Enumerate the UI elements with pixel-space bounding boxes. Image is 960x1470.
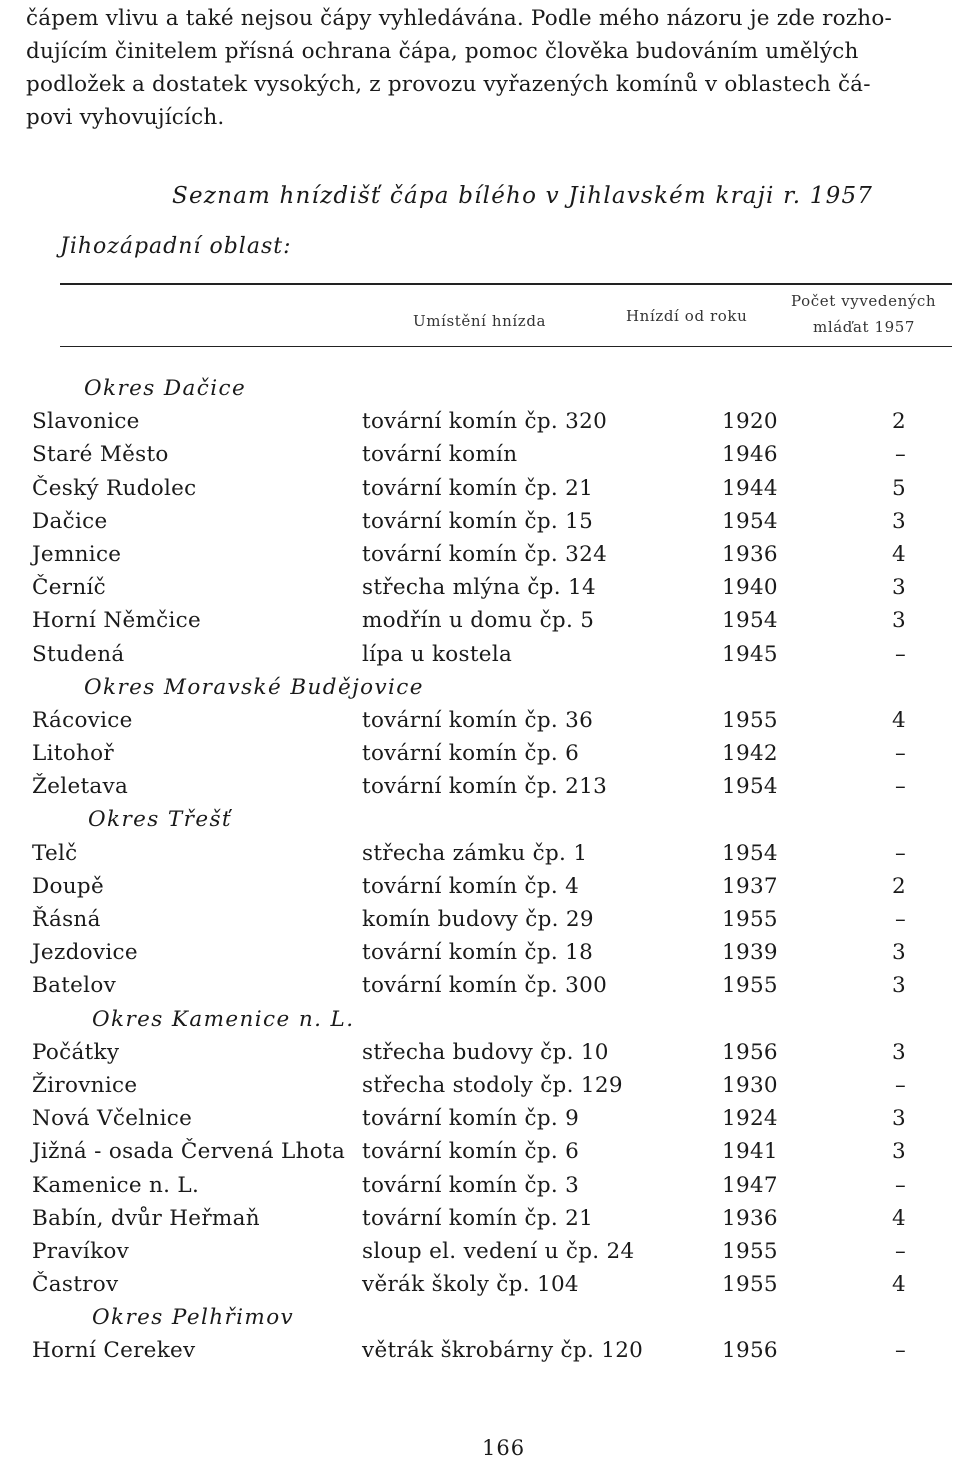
nesting-since-year: 1954 [722,508,778,534]
table-top-rule [60,283,952,285]
table-row [0,967,960,1000]
young-count: 4 [892,541,906,567]
table-row [0,702,960,735]
young-count: 4 [892,1272,906,1298]
place-name: Rácovice [32,707,133,733]
young-count: 3 [892,508,906,534]
table-row [0,934,960,967]
nesting-since-year: 1944 [722,475,778,501]
nest-location: věrák školy čp. 104 [362,1272,579,1298]
place-name: Litohoř [32,741,114,767]
nest-location: tovární komín čp. 9 [362,1106,580,1132]
nesting-since-year: 1954 [722,774,778,800]
nesting-since-year: 1941 [722,1139,778,1165]
nest-location: modřín u domu čp. 5 [362,608,595,634]
young-count: – [894,1338,906,1364]
nest-location: střecha mlýna čp. 14 [362,575,596,601]
place-name: Nová Včelnice [32,1106,193,1132]
header-young-line2: mláďat 1957 [813,318,916,336]
table-row [0,1200,960,1233]
intro-line: dujícím činitelem přísná ochrana čápa, pomoc člověka budováním umělých [26,39,859,64]
place-name: Horní Cerekev [32,1338,196,1364]
nest-location: tovární komín čp. 15 [362,508,594,534]
nesting-since-year: 1937 [722,873,778,899]
nesting-since-year: 1920 [722,409,778,435]
nesting-since-year: 1955 [722,907,778,932]
nesting-since-year: 1947 [722,1172,778,1198]
nest-location: tovární komín čp. 3 [362,1172,580,1198]
nest-location: tovární komín čp. 320 [362,409,608,435]
nesting-since-year: 1954 [722,840,778,866]
place-name: Studená [32,641,125,667]
place-name: Babín, dvůr Heřmaň [32,1205,260,1231]
district-label: Okres Kamenice n. L. [92,1006,355,1032]
young-count: – [894,907,906,932]
young-count: 5 [892,475,906,501]
nest-location: tovární komín čp. 324 [362,541,608,567]
nest-location: tovární komín čp. 6 [362,741,580,767]
table-header-rule [60,346,952,347]
nesting-since-year: 1924 [722,1106,778,1132]
nest-location: tovární komín [362,442,518,468]
nest-location: tovární komín čp. 4 [362,873,580,899]
list-title: Seznam hnízdišť čápa bílého v Jihlavském kraji r. 1957 [172,183,874,209]
table-row [0,1167,960,1200]
intro-line: čápem vlivu a také nejsou čápy vyhledávána. Podle mého názoru je zde rozho- [26,6,892,31]
nest-location: tovární komín čp. 36 [362,707,594,733]
district-label: Okres Třešť [88,807,232,833]
place-name: Častrov [32,1272,119,1298]
nesting-since-year: 1955 [722,1238,778,1264]
young-count: 3 [892,1106,906,1132]
nesting-since-year: 1930 [722,1072,778,1098]
young-count: – [894,1238,906,1264]
place-name: Jižná - osada Červená Lhota [32,1139,346,1165]
nest-location: tovární komín čp. 21 [362,1205,594,1231]
young-count: – [894,840,906,866]
young-count: 2 [892,873,906,899]
table-row [0,602,960,635]
district-label: Okres Dačice [84,376,247,401]
nesting-since-year: 1956 [722,1039,778,1065]
nesting-since-year: 1939 [722,940,778,966]
nest-location: sloup el. vedení u čp. 24 [362,1238,635,1264]
nest-location: lípa u kostela [362,641,513,667]
nest-location: tovární komín čp. 18 [362,940,594,966]
table-row [0,1133,960,1166]
young-count: – [894,774,906,800]
young-count: – [894,741,906,767]
place-name: Doupě [32,873,105,899]
nest-location: tovární komín čp. 213 [362,774,608,800]
table-row [0,1067,960,1100]
district-heading-row [0,1001,960,1034]
nesting-since-year: 1954 [722,608,778,634]
young-count: – [894,1072,906,1098]
place-name: Želetava [32,774,129,800]
nest-table [0,370,960,1366]
district-heading-row [0,669,960,702]
table-row [0,901,960,934]
nest-location: střecha stodoly čp. 129 [362,1072,623,1098]
place-name: Jemnice [32,541,122,567]
table-row [0,1233,960,1266]
place-name: Počátky [32,1039,120,1065]
place-name: Kamenice n. L. [32,1172,200,1198]
nesting-since-year: 1945 [722,641,778,667]
nest-location: střecha budovy čp. 10 [362,1039,609,1065]
table-row [0,735,960,768]
table-row [0,868,960,901]
place-name: Dačice [32,508,108,534]
young-count: 3 [892,940,906,966]
district-label: Okres Moravské Budějovice [84,674,424,700]
table-row [0,636,960,669]
nesting-since-year: 1955 [722,707,778,733]
place-name: Pravíkov [32,1238,130,1264]
nest-location: komín budovy čp. 29 [362,907,594,932]
table-row [0,536,960,569]
header-location: Umístění hnízda [413,312,547,330]
intro-paragraph [26,2,954,134]
table-row [0,1100,960,1133]
district-heading-row [0,1299,960,1332]
nest-location: tovární komín čp. 21 [362,475,594,501]
page-number: 166 [482,1436,526,1460]
young-count: – [894,1172,906,1198]
intro-line: povi vyhovujících. [26,105,225,130]
nesting-since-year: 1942 [722,741,778,767]
table-row [0,436,960,469]
place-name: Batelov [32,973,117,999]
nesting-since-year: 1955 [722,973,778,999]
place-name: Horní Němčice [32,608,202,634]
place-name: Staré Město [32,442,169,468]
nest-location: tovární komín čp. 6 [362,1139,580,1165]
table-row [0,503,960,536]
young-count: 3 [892,608,906,634]
intro-line: podložek a dostatek vysokých, z provozu vyřazených komínů v oblastech čá- [26,72,871,97]
table-row [0,403,960,436]
place-name: Jezdovice [32,940,138,966]
young-count: – [894,641,906,667]
young-count: 2 [892,409,906,435]
region-subtitle: Jihozápadní oblast: [60,234,292,259]
district-heading-row [0,801,960,834]
nesting-since-year: 1936 [722,541,778,567]
header-young-line1: Počet vyvedených [791,292,937,310]
nest-location: větrák škrobárny čp. 120 [362,1338,644,1364]
table-row [0,768,960,801]
nesting-since-year: 1955 [722,1272,778,1298]
header-since: Hnízdí od roku [626,307,748,325]
nesting-since-year: 1946 [722,442,778,468]
young-count: 3 [892,973,906,999]
young-count: 4 [892,1205,906,1231]
place-name: Český Rudolec [32,475,197,501]
place-name: Telč [32,840,78,866]
table-row [0,569,960,602]
district-heading-row [0,370,960,403]
place-name: Řásná [32,907,101,932]
young-count: 4 [892,707,906,733]
young-count: 3 [892,575,906,601]
nesting-since-year: 1940 [722,575,778,601]
table-row [0,1332,960,1365]
nest-location: střecha zámku čp. 1 [362,840,588,866]
place-name: Slavonice [32,409,140,435]
table-row [0,1266,960,1299]
nesting-since-year: 1936 [722,1205,778,1231]
district-label: Okres Pelhřimov [92,1305,295,1331]
young-count: – [894,442,906,468]
nesting-since-year: 1956 [722,1338,778,1364]
table-row [0,1034,960,1067]
place-name: Černíč [32,575,107,601]
table-row [0,835,960,868]
young-count: 3 [892,1139,906,1165]
nest-location: tovární komín čp. 300 [362,973,608,999]
place-name: Žirovnice [32,1072,138,1098]
table-row [0,470,960,503]
young-count: 3 [892,1039,906,1065]
